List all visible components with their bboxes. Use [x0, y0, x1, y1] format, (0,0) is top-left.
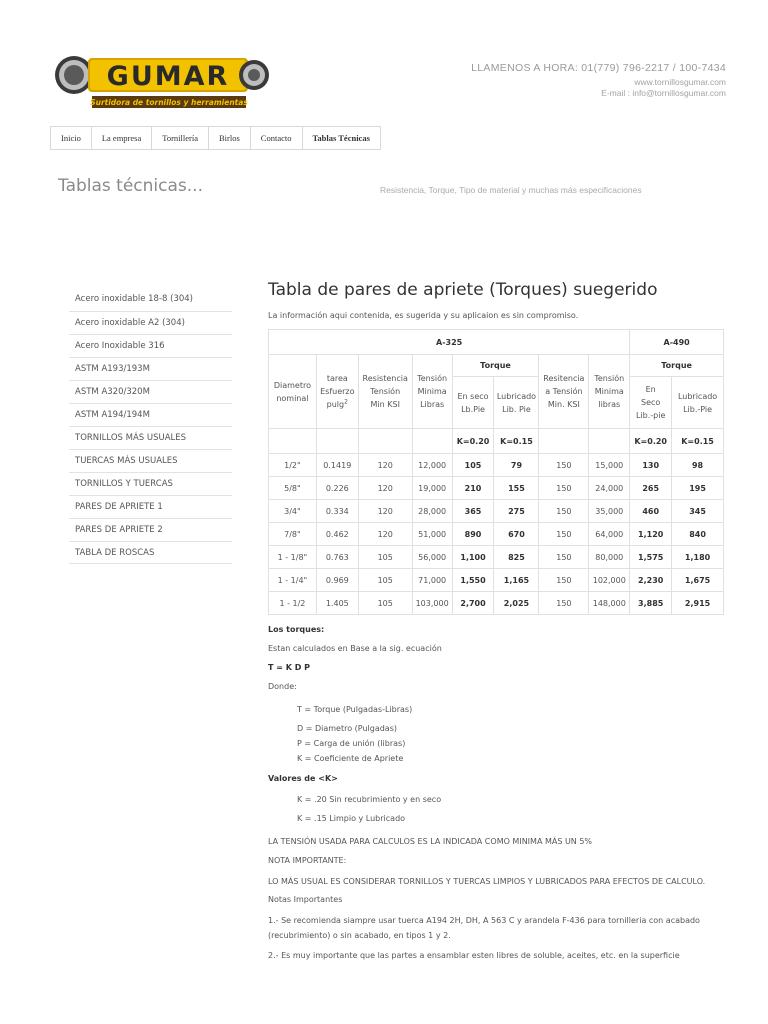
table-cell: 1 - 1/2	[269, 592, 317, 615]
k-value: K=0.20	[630, 429, 672, 454]
table-cell: 0.1419	[316, 454, 358, 477]
header-diametro: Diametro nominal	[269, 355, 317, 429]
group-a325: A-325	[269, 330, 630, 355]
table-cell: 2,025	[494, 592, 539, 615]
table-cell: 150	[539, 477, 589, 500]
table-cell: 7/8"	[269, 523, 317, 546]
table-cell: 0.763	[316, 546, 358, 569]
table-cell: 51,000	[412, 523, 452, 546]
sidebar-item-astm-a193[interactable]: ASTM A193/193M	[69, 357, 232, 380]
table-cell: 1,675	[672, 569, 724, 592]
table-cell: 5/8"	[269, 477, 317, 500]
table-row	[269, 477, 724, 500]
table-cell: 12,000	[412, 454, 452, 477]
table-cell: 3,885	[630, 592, 672, 615]
notas-importantes: Notas Importantes	[268, 895, 343, 904]
table-cell: 2,700	[452, 592, 494, 615]
table-cell: 1,120	[630, 523, 672, 546]
table-cell: 3/4"	[269, 500, 317, 523]
table-row	[269, 592, 724, 615]
nav-la-empresa[interactable]: La empresa	[92, 127, 152, 149]
contact-block	[471, 62, 726, 99]
table-cell: 15,000	[589, 454, 630, 477]
table-cell: 1 - 1/8"	[269, 546, 317, 569]
table-cell: 210	[452, 477, 494, 500]
sidebar-item-tuercas-usuales[interactable]: TUERCAS MÁS USUALES	[69, 449, 232, 472]
tension-note: LA TENSIÓN USADA PARA CALCULOS ES LA INDICADA COMO MINIMA MÁS UN 5%	[268, 837, 593, 846]
table-cell: 2,915	[672, 592, 724, 615]
note-1: 1.- Se recomienda siampre usar tuerca A194 2H, DH, A 563 C y arandela F-436 para tornilleria con acabado (recubrimiento) o sin acabado, en tipos 1 y 2.	[268, 916, 700, 940]
sidebar-item-pares-apriete-2[interactable]: PARES DE APRIETE 2	[69, 518, 232, 541]
sidebar-item-tabla-roscas[interactable]: TABLA DE ROSCAS	[69, 541, 232, 564]
table-cell: 56,000	[412, 546, 452, 569]
table-cell: 0.969	[316, 569, 358, 592]
table-cell: 195	[672, 477, 724, 500]
def-t: T = Torque (Pulgadas-Libras)	[297, 705, 413, 714]
k-value: K=0.20	[452, 429, 494, 454]
table-cell: 345	[672, 500, 724, 523]
nav-contacto[interactable]: Contacto	[251, 127, 303, 149]
header-tarea: tarea Esfuerzo pulg$^2$	[316, 355, 358, 429]
donde-text: Donde:	[268, 682, 297, 691]
torque-table	[268, 329, 724, 615]
table-cell: 150	[539, 454, 589, 477]
note-2: 2.- Es muy importante que las partes a ensamblar esten libres de soluble, aceites, etc. en la superficie	[268, 951, 680, 960]
sidebar-menu	[69, 288, 232, 564]
table-cell: 80,000	[589, 546, 630, 569]
logo-text: GUMAR	[106, 61, 230, 92]
formula: T = K D P	[268, 663, 311, 672]
calc-text: Estan calculados en Base a la sig. ecuación	[268, 644, 442, 653]
header-tension-2: Tensión Minima libras	[589, 355, 630, 429]
table-cell: 460	[630, 500, 672, 523]
table-cell: 103,000	[412, 592, 452, 615]
header-tension: Tensión Minima Libras	[412, 355, 452, 429]
table-cell: 102,000	[589, 569, 630, 592]
table-cell: 0.226	[316, 477, 358, 500]
def-p: P = Carga de unión (libras)	[297, 739, 406, 748]
table-cell: 35,000	[589, 500, 630, 523]
table-cell: 840	[672, 523, 724, 546]
table-row	[269, 523, 724, 546]
table-cell: 1,100	[452, 546, 494, 569]
table-cell: 120	[358, 477, 412, 500]
group-a490: A-490	[630, 330, 724, 355]
valores-title: Valores de <K>	[268, 774, 338, 783]
table-cell: 670	[494, 523, 539, 546]
table-cell: 1.405	[316, 592, 358, 615]
usual-note: LO MÁS USUAL ES CONSIDERAR TORNILLOS Y TUERCAS LIMPIOS Y LUBRICADOS PARA EFECTOS DE CALCULO.	[268, 877, 706, 886]
table-row	[269, 569, 724, 592]
k20-text: K = .20 Sin recubrimiento y en seco	[297, 795, 442, 804]
k-value: K=0.15	[672, 429, 724, 454]
table-cell: 1,180	[672, 546, 724, 569]
page-title: Tablas técnicas...	[58, 176, 203, 196]
email-link[interactable]: E-mail : info@tornillosgumar.com	[601, 88, 726, 98]
sidebar-item-acero-316[interactable]: Acero Inoxidable 316	[69, 334, 232, 357]
gumar-logo-graphic	[52, 50, 272, 112]
header-lubricado-2: Lubricado Lib.-Pie	[672, 377, 724, 429]
table-cell: 148,000	[589, 592, 630, 615]
table-cell: 0.334	[316, 500, 358, 523]
table-cell: 155	[494, 477, 539, 500]
sidebar-item-tornillos-usuales[interactable]: TORNILLOS MÁS USUALES	[69, 426, 232, 449]
table-cell: 1,550	[452, 569, 494, 592]
table-cell: 120	[358, 454, 412, 477]
table-cell: 365	[452, 500, 494, 523]
table-cell: 1,575	[630, 546, 672, 569]
header-torque-a325: Torque	[452, 355, 539, 377]
website-link[interactable]: www.tornillosgumar.com	[634, 77, 726, 87]
k-row	[269, 429, 724, 454]
def-k: K = Coeficiente de Apriete	[297, 754, 404, 763]
page-subtitle: Resistencia, Torque, Tipo de material y muchas más especificaciones	[380, 185, 642, 195]
table-row	[269, 500, 724, 523]
header-resistencia-2: Resitencia a Tensión Min. KSI	[539, 355, 589, 429]
logo-tagline: Surtidora de tornillos y herramientas	[90, 98, 248, 107]
table-cell: 150	[539, 546, 589, 569]
table-cell: 150	[539, 523, 589, 546]
header-lubricado: Lubricado Lib. Pie	[494, 377, 539, 429]
table-cell: 825	[494, 546, 539, 569]
table-row	[269, 546, 724, 569]
sidebar-item-acero-a2[interactable]: Acero inoxidable A2 (304)	[69, 311, 232, 334]
sidebar-item-acero-18-8[interactable]: Acero inoxidable 18-8 (304)	[75, 294, 193, 304]
table-cell: 890	[452, 523, 494, 546]
table-cell: 105	[358, 546, 412, 569]
table-cell: 150	[539, 500, 589, 523]
header-en-seco-2: En Seco Lib.-pie	[630, 377, 672, 429]
header-resistencia: Resistencia Tensión Min KSI	[358, 355, 412, 429]
table-cell: 1,165	[494, 569, 539, 592]
def-d: D = Diametro (Pulgadas)	[297, 724, 397, 733]
table-cell: 2,230	[630, 569, 672, 592]
table-cell: 98	[672, 454, 724, 477]
table-cell: 105	[358, 569, 412, 592]
table-cell: 150	[539, 569, 589, 592]
table-cell: 19,000	[412, 477, 452, 500]
header-en-seco: En seco Lb.Pie	[452, 377, 494, 429]
sidebar-item-pares-apriete-1[interactable]: PARES DE APRIETE 1	[69, 495, 232, 518]
intro-text: La información aqui contenida, es sugerida y su aplicaion es sin compromiso.	[268, 311, 579, 320]
nav-birlos[interactable]: Birlos	[209, 127, 251, 149]
table-cell: 1 - 1/4"	[269, 569, 317, 592]
nav-tablas-tecnicas[interactable]: Tablas Técnicas	[312, 133, 370, 143]
main-nav	[50, 126, 381, 150]
main-content	[268, 280, 724, 968]
table-cell: 130	[630, 454, 672, 477]
gumar-logo[interactable]	[52, 50, 272, 112]
nav-inicio[interactable]: Inicio	[51, 127, 92, 149]
main-heading: Tabla de pares de apriete (Torques) suegerido	[268, 280, 658, 300]
nota-importante: NOTA IMPORTANTE:	[268, 856, 347, 865]
nav-tornilleria[interactable]: Tornillería	[152, 127, 209, 149]
table-cell: 120	[358, 500, 412, 523]
sidebar-item-astm-a194[interactable]: ASTM A194/194M	[69, 403, 232, 426]
table-cell: 275	[494, 500, 539, 523]
phone-text: LLAMENOS A HORA: 01(779) 796-2217 / 100-7434	[471, 62, 726, 74]
k15-text: K = .15 Limpio y Lubricado	[297, 814, 406, 823]
header-torque-a490: Torque	[630, 355, 724, 377]
sidebar-item-astm-a320[interactable]: ASTM A320/320M	[69, 380, 232, 403]
table-cell: 0.462	[316, 523, 358, 546]
table-cell: 71,000	[412, 569, 452, 592]
table-cell: 120	[358, 523, 412, 546]
notes-section	[268, 624, 724, 963]
table-cell: 265	[630, 477, 672, 500]
torques-title: Los torques:	[268, 625, 325, 634]
table-row	[269, 454, 724, 477]
table-cell: 24,000	[589, 477, 630, 500]
table-cell: 105	[358, 592, 412, 615]
table-cell: 1/2"	[269, 454, 317, 477]
table-cell: 64,000	[589, 523, 630, 546]
table-cell: 28,000	[412, 500, 452, 523]
k-value: K=0.15	[494, 429, 539, 454]
table-cell: 105	[452, 454, 494, 477]
table-cell: 79	[494, 454, 539, 477]
sidebar-item-tornillos-tuercas[interactable]: TORNILLOS Y TUERCAS	[69, 472, 232, 495]
table-cell: 150	[539, 592, 589, 615]
